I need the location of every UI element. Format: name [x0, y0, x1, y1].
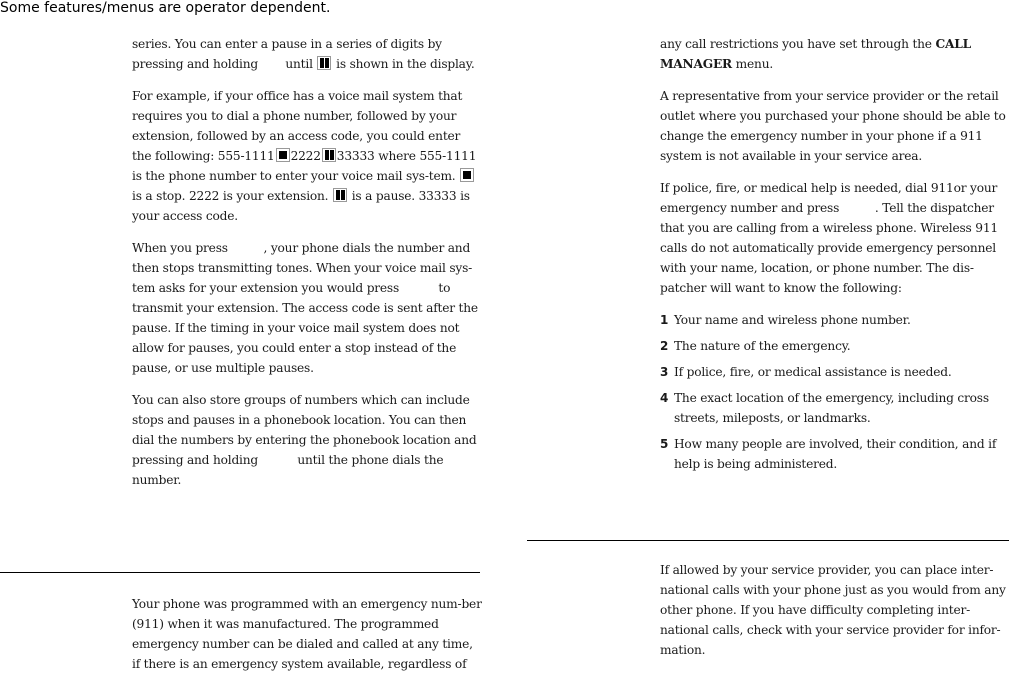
list-text: The exact location of the emergency, including cross streets, mileposts, or landmarks. [674, 391, 989, 425]
paragraph-international: If allowed by your service provider, you can place inter-national calls with your phone just as you would from any other phone. If you have difficulty completing inter-national calls, check with your service provider for infor-mation. [660, 563, 1006, 657]
emergency-intro [132, 594, 482, 686]
text-run: is a pause. 33333 is your access code. [132, 189, 470, 223]
list-item [660, 362, 1009, 382]
paragraph-restrictions [660, 34, 1009, 74]
paragraph-dialing [132, 238, 482, 378]
list-text: How many people are involved, their condition, and if help is being administered. [674, 437, 997, 471]
list-number: 2 [660, 339, 669, 353]
section-divider [0, 572, 480, 573]
list-number: 3 [660, 365, 669, 379]
text-run: 33333 where 555-1111 is the phone number to enter your voice mail sys-tem. [132, 149, 477, 183]
international-calls [660, 560, 1009, 672]
list-number: 4 [660, 391, 669, 405]
paragraph-phonebook [132, 390, 482, 490]
text-run: until the phone dials the number. [132, 453, 444, 487]
section-divider [527, 540, 1009, 541]
paragraph-emergency-number: Your phone was programmed with an emergency num-ber (911) when it was manufactured. The programmed emergency number can be dialed and called at any time, if there is an emergency system available, regardless of [132, 597, 482, 671]
pause-icon [333, 188, 347, 202]
paragraph-representative: A representative from your service provider or the retail outlet where you purchased your phone should be able to change the emergency number in your phone if a 911 system is not available in your service area. [660, 89, 1006, 163]
list-number: 1 [660, 313, 669, 327]
list-text: The nature of the emergency. [674, 339, 851, 353]
pause-icon [317, 56, 331, 70]
stop-icon [276, 148, 290, 162]
text-run: For example, if your office has a voice mail system that requires you to dial a phone number, followed by your extension, followed by an access code, you could enter the following: 555-1111 [132, 89, 463, 163]
pause-icon [322, 148, 336, 162]
text-run: to transmit your extension. The access code is sent after the pause. If the timing in your voice mail system does not allow for pauses, you could enter a stop instead of the pause, or use multiple pauses. [132, 281, 478, 375]
list-text: Your name and wireless phone number. [674, 313, 911, 327]
right-column [660, 34, 1009, 480]
text-run: any call restrictions you have set through the [660, 37, 932, 51]
text-run: When you press [132, 241, 228, 255]
text-run: If police, fire, or medical help is needed, dial 911or your emergency number and press [660, 181, 998, 215]
list-item [660, 310, 1009, 330]
text-run: . Tell the dispatcher that you are calling from a wireless phone. Wireless 911 calls do not automatically provide emergency personnel with your name, location, or phone number. The dis-patcher will want to know the following: [660, 201, 998, 295]
list-item [660, 434, 1009, 474]
stop-icon [460, 168, 474, 182]
paragraph-example [132, 86, 482, 226]
paragraph-police-fire [660, 178, 1009, 298]
dispatcher-list [660, 310, 1009, 474]
list-item [660, 388, 1009, 428]
menu-name: CALL MANAGER [660, 37, 971, 71]
text-run: until [285, 57, 313, 71]
text-run: menu. [735, 57, 774, 71]
operator-note: Some features/menus are operator dependent. [0, 0, 331, 16]
text-run: , your phone dials the number and then stops transmitting tones. When your voice mail sys-tem asks for your extension you would press [132, 241, 473, 295]
paragraph-pause [132, 34, 482, 74]
list-item [660, 336, 1009, 356]
text-run: series. You can enter a pause in a series of digits by pressing and holding [132, 37, 442, 71]
left-column [132, 34, 482, 502]
text-run: You can also store groups of numbers which can include stops and pauses in a phonebook location. You can then dial the numbers by entering the phonebook location and pressing and holding [132, 393, 477, 467]
text-run: 2222 [290, 149, 321, 163]
list-text: If police, fire, or medical assistance is needed. [674, 365, 952, 379]
list-number: 5 [660, 437, 669, 451]
text-run: is shown in the display. [336, 57, 475, 71]
text-run: is a stop. 2222 is your extension. [132, 189, 329, 203]
